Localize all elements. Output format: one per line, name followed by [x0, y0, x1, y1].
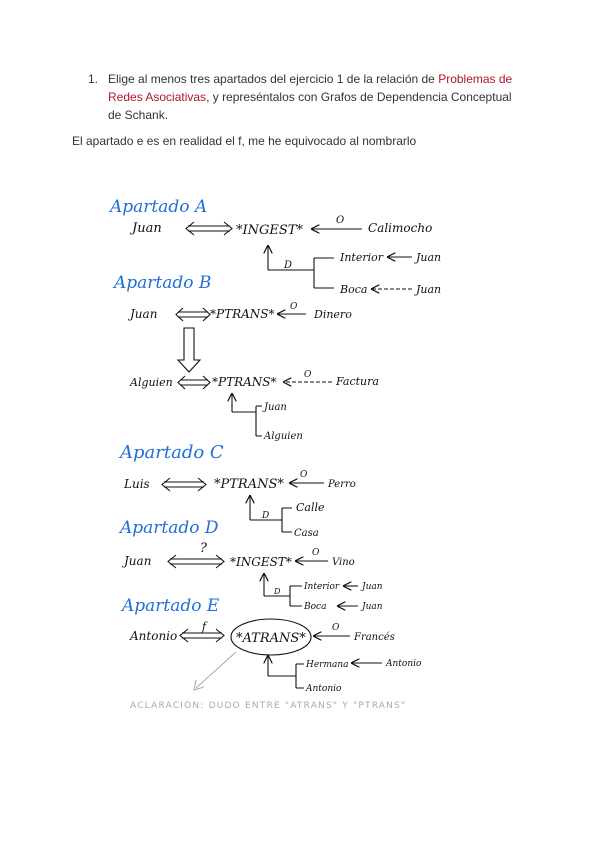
section-c-subject: Luis: [124, 477, 150, 491]
section-e-o-label: O: [332, 623, 340, 633]
section-b-s1-act: *PTRANS*: [210, 307, 275, 321]
section-b-heading: Apartado B: [114, 273, 212, 293]
section-b-s2-act: *PTRANS*: [212, 375, 277, 389]
double-arrow-icon: [186, 222, 232, 235]
section-a-subject: Juan: [132, 221, 162, 236]
section-a-o-label: O: [336, 215, 345, 226]
section-b-s1-o-label: O: [290, 302, 298, 312]
section-d-subject: Juan: [124, 554, 152, 568]
section-e-act: *ATRANS*: [236, 631, 306, 646]
section-d-heading: Apartado D: [120, 518, 219, 538]
instruction-text-start: Elige al menos tres apartados del ejercicio 1 de la relación de: [108, 72, 439, 86]
section-e-to: Hermana: [306, 660, 349, 670]
section-d-question: ?: [200, 541, 207, 556]
section-d-from-person: Juan: [362, 602, 383, 612]
section-b-s2-o-label: O: [304, 370, 312, 380]
section-a-d-label: D: [284, 260, 293, 271]
list-number: 1.: [88, 72, 99, 86]
section-e-arrow-mark: f: [202, 620, 207, 633]
section-e-object: Francés: [354, 632, 395, 643]
section-e: [120, 596, 422, 711]
problems-link[interactable]: Problemas de Redes Asociativas: [108, 72, 513, 104]
annotation-text: ACLARACIÓN: DUDO ENTRE "ATRANS" Y "PTRANS": [130, 701, 407, 711]
section-d-d-label: D: [274, 587, 281, 596]
section-c-to: Calle: [296, 501, 325, 514]
section-a-object: Calimocho: [368, 221, 433, 235]
section-a-heading: Apartado A: [110, 197, 208, 217]
section-b-s2-object: Factura: [336, 375, 379, 388]
section-c-d-label: D: [262, 511, 270, 521]
section-a-from: Boca: [340, 283, 368, 296]
section-a-from-person: Juan: [416, 283, 442, 296]
section-b-s1-subject: Juan: [130, 307, 158, 321]
section-d-to-person: Juan: [362, 582, 383, 592]
section-d-o-label: O: [312, 548, 320, 558]
section-b-to: Juan: [264, 402, 287, 413]
section-e-subject: Antonio: [130, 629, 178, 643]
section-c-heading: Apartado C: [120, 442, 224, 463]
section-c-object: Perro: [328, 479, 356, 490]
section-c-act: *PTRANS*: [214, 477, 284, 492]
down-arrow-icon: [178, 328, 200, 372]
section-e-from: Antonio: [306, 684, 342, 694]
section-e-heading: Apartado E: [122, 596, 220, 616]
section-a-act: *INGEST*: [236, 223, 303, 238]
section-d-to: Interior: [304, 582, 340, 592]
section-a-to-person: Juan: [416, 251, 442, 264]
section-d-act: *INGEST*: [230, 555, 292, 569]
correction-note: El apartado e es en realidad el f, me he equivocado al nombrarlo: [72, 134, 417, 148]
instruction-text-end: , y represéntalos con Grafos de Dependencia Conceptual de Schank.: [108, 90, 512, 122]
section-e-to-person: Antonio: [386, 659, 422, 669]
section-d-object: Vino: [332, 557, 355, 568]
section-d-from: Boca: [304, 602, 327, 612]
section-b-from: Alguien: [264, 431, 303, 442]
annotation-pointer: [196, 652, 236, 688]
section-b: [112, 273, 379, 442]
section-b-s2-subject: Alguien: [130, 376, 173, 389]
section-a-to: Interior: [340, 251, 384, 264]
section-c-o-label: O: [300, 470, 308, 480]
section-b-s1-object: Dinero: [314, 308, 352, 321]
section-c-from: Casa: [294, 528, 319, 539]
